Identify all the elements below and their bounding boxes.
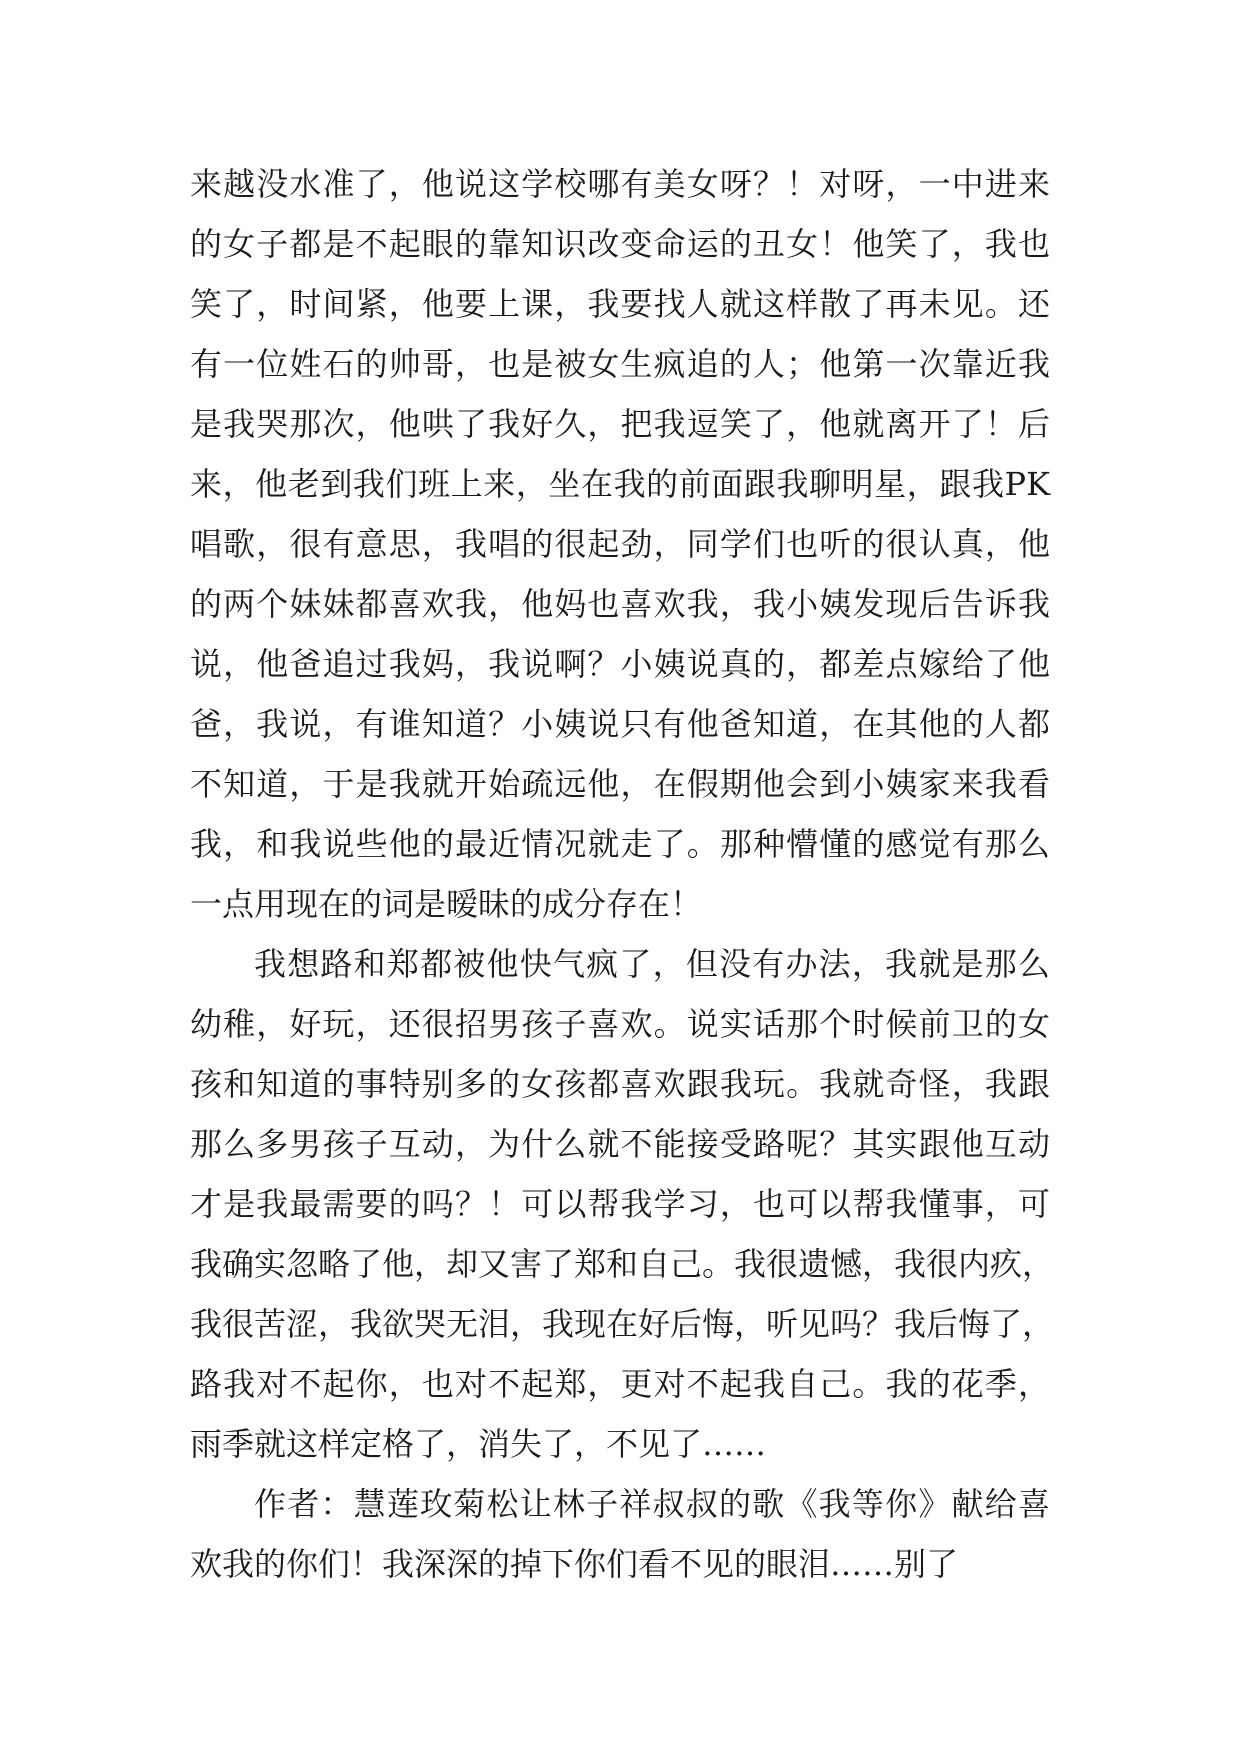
document-body <box>190 154 1055 1594</box>
text-line: 的女子都是不起眼的靠知识改变命运的丑女！他笑了，我也 <box>190 225 1050 263</box>
text-line: 雨季就这样定格了，消失了，不见了…… <box>190 1425 767 1463</box>
text-line: 我，和我说些他的最近情况就走了。那种懵懂的感觉有那么 <box>190 825 1050 863</box>
text-line: 我确实忽略了他，却又害了郑和自己。我很遗憾，我很内疚， <box>190 1245 1055 1283</box>
text-line: 说，他爸追过我妈，我说啊？小姨说真的，都差点嫁给了他 <box>190 645 1050 683</box>
text-line: 作者：慧莲玫菊松让林子祥叔叔的歌《我等你》献给喜 <box>254 1485 1050 1523</box>
text-line: 唱歌，很有意思，我唱的很起劲，同学们也听的很认真，他 <box>190 525 1050 563</box>
text-line: 来，他老到我们班上来，坐在我的前面跟我聊明星，跟我PK <box>190 465 1050 503</box>
text-line: 我很苦涩，我欲哭无泪，我现在好后悔，听见吗？我后悔了， <box>190 1305 1055 1343</box>
text-line: 是我哭那次，他哄了我好久，把我逗笑了，他就离开了！后 <box>190 405 1050 443</box>
text-line: 有一位姓石的帅哥，也是被女生疯追的人；他第一次靠近我 <box>190 345 1050 383</box>
text-line: 才是我最需要的吗？！可以帮我学习，也可以帮我懂事，可 <box>190 1185 1050 1223</box>
text-line: 那么多男孩子互动，为什么就不能接受路呢？其实跟他互动 <box>190 1125 1050 1163</box>
text-line: 幼稚，好玩，还很招男孩子喜欢。说实话那个时候前卫的女 <box>190 1005 1050 1043</box>
text-line: 孩和知道的事特别多的女孩都喜欢跟我玩。我就奇怪，我跟 <box>190 1065 1050 1103</box>
text-line: 笑了，时间紧，他要上课，我要找人就这样散了再未见。还 <box>190 285 1050 323</box>
text-line: 爸，我说，有谁知道？小姨说只有他爸知道，在其他的人都 <box>190 705 1050 743</box>
text-line: 我想路和郑都被他快气疯了，但没有办法，我就是那么 <box>254 945 1050 983</box>
text-line: 来越没水准了，他说这学校哪有美女呀？！对呀，一中进来 <box>190 165 1050 203</box>
text-line: 的两个妹妹都喜欢我，他妈也喜欢我，我小姨发现后告诉我 <box>190 585 1050 623</box>
text-line: 一点用现在的词是暧昧的成分存在！ <box>190 885 703 923</box>
text-line: 不知道，于是我就开始疏远他，在假期他会到小姨家来我看 <box>190 765 1050 803</box>
text-line: 路我对不起你，也对不起郑，更对不起我自己。我的花季， <box>190 1365 1050 1403</box>
paragraph-2 <box>190 934 1055 1474</box>
paragraph-3 <box>190 1474 1050 1594</box>
paragraph-1 <box>190 154 1050 934</box>
text-line: 欢我的你们！我深深的掉下你们看不见的眼泪……别了 <box>190 1545 959 1583</box>
